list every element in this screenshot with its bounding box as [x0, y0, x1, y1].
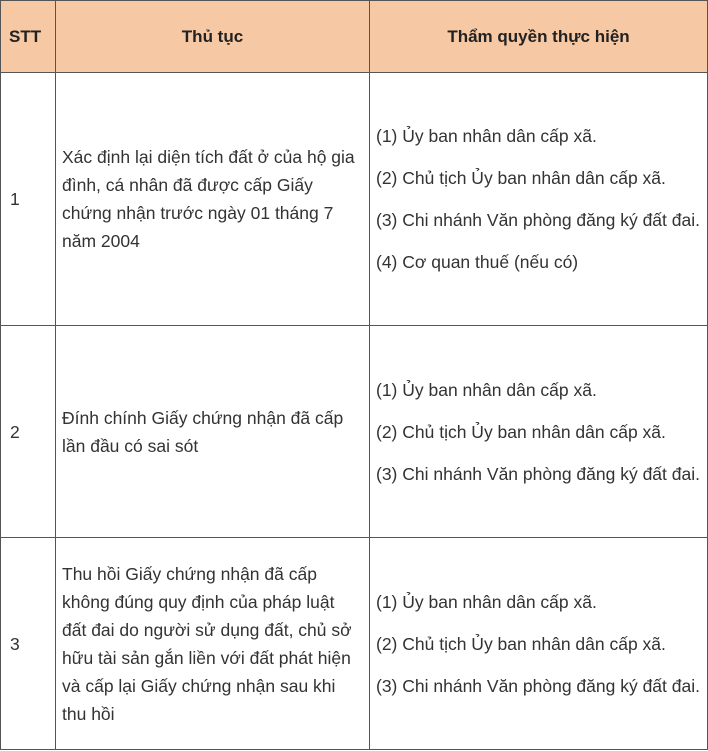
authority-cell: [370, 326, 708, 538]
header-authority: Thẩm quyền thực hiện: [370, 1, 708, 73]
row-number: 3: [1, 538, 56, 750]
authority-item: (3) Chi nhánh Văn phòng đăng ký đất đai.: [376, 675, 700, 696]
authority-item: (4) Cơ quan thuế (nếu có): [376, 252, 579, 272]
procedure-cell: Đính chính Giấy chứng nhận đã cấp lần đầu có sai sót: [56, 326, 370, 538]
authority-item: (2) Chủ tịch Ủy ban nhân dân cấp xã.: [376, 633, 666, 654]
header-stt: STT: [1, 1, 56, 73]
authority-item: (3) Chi nhánh Văn phòng đăng ký đất đai.: [376, 210, 700, 230]
table-row: [1, 538, 708, 750]
authority-cell: [370, 73, 708, 326]
authority-item: (1) Ủy ban nhân dân cấp xã.: [376, 379, 597, 400]
table-header-row: [1, 1, 708, 73]
procedure-cell: Xác định lại diện tích đất ở của hộ gia đình, cá nhân đã được cấp Giấy chứng nhận trước ngày 01 tháng 7 năm 2004: [56, 73, 370, 326]
table-row: [1, 73, 708, 326]
procedure-cell: Thu hồi Giấy chứng nhận đã cấp không đúng quy định của pháp luật đất đai do người sử dụng đất, chủ sở hữu tài sản gắn liền với đất phát hiện và cấp lại Giấy chứng nhận sau khi thu hồi: [56, 538, 370, 750]
authority-item: (1) Ủy ban nhân dân cấp xã.: [376, 591, 597, 612]
authority-item: (1) Ủy ban nhân dân cấp xã.: [376, 126, 597, 146]
header-procedure: Thủ tục: [56, 1, 370, 73]
authority-item: (3) Chi nhánh Văn phòng đăng ký đất đai.: [376, 463, 700, 484]
authority-cell: [370, 538, 708, 750]
row-number: 1: [1, 73, 56, 326]
authority-item: (2) Chủ tịch Ủy ban nhân dân cấp xã.: [376, 168, 666, 188]
table-row: [1, 326, 708, 538]
row-number: 2: [1, 326, 56, 538]
authority-item: (2) Chủ tịch Ủy ban nhân dân cấp xã.: [376, 421, 666, 442]
